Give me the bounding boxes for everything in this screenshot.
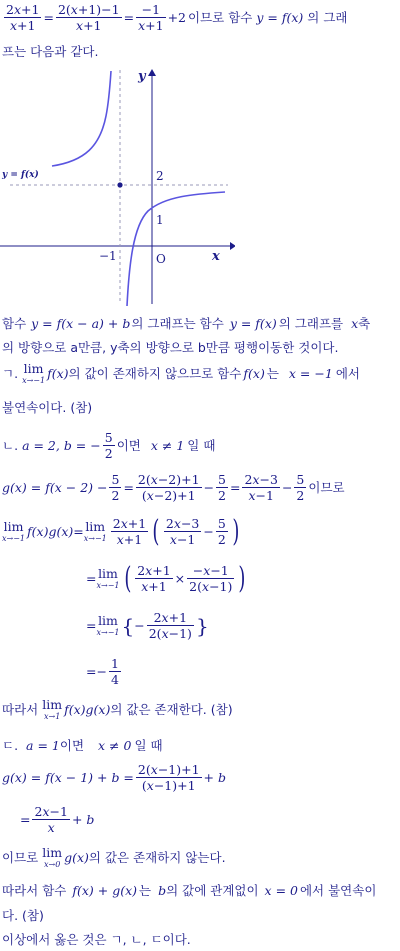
item-2-conclusion: 따라서 lim x→1 f(x)g(x) 의 값은 존재한다. (참) — [2, 697, 233, 721]
item-2-condition: ㄴ. a = 2, b = − $\frac{5}{2}$ 이면 x ≠ 1 일 때 — [2, 430, 216, 461]
y-axis-label: y — [138, 69, 146, 84]
item-3-conclusion-line2: 다. (참) — [2, 908, 44, 923]
tick-neg1-label: −1 — [99, 249, 117, 263]
tick-1-label: 1 — [156, 213, 164, 227]
translation-line2: 의 방향으로 a만큼, y축의 방향으로 b만큼 평행이동한 것이다. — [2, 340, 339, 355]
item-3-g-simplified: = $\frac{2x-1}{x}$ + b — [20, 804, 95, 835]
item-3-limit-note: 이므로 lim x→0 g(x) 의 값은 존재하지 않는다. — [2, 845, 226, 869]
intro-equation: $\frac{2x+1}{x+1}$ = $\frac{2(x+1)-1}{x+1}$ = $\frac{-1}{x+1}$ +2 이므로 함수 y = f(x) 의 그래 — [6, 2, 348, 33]
frac-b: $\frac{2(x+1)-1}{x+1}$ — [57, 2, 120, 33]
frac-a: $\frac{2x+1}{x+1}$ — [6, 2, 40, 33]
item-2-limit-result: =− $\frac{1}{4}$ — [86, 656, 119, 687]
origin-label: O — [156, 252, 166, 266]
curve-label: y = f(x) — [2, 170, 39, 180]
intro-line2: 프는 다음과 같다. — [2, 44, 99, 59]
item-2-g-definition: g(x) = f(x − 2) − $\frac{5}{2}$ = $\frac{2(x-2)+1}{(x-2)+1}$ − $\frac{5}{2}$ = $\frac{2x-3}{x-1}$ − $\frac{5}{2}$ 이므로 — [2, 472, 345, 503]
item-2-limit-line2: = lim x→−1 ( $\frac{2x+1}{x+1}$ × $\frac{-x-1}{2(x-1)}$ ) — [86, 560, 246, 596]
item-3-conclusion-line1: 따라서 함수 f(x) + g(x) 는 b의 값에 관계없이 x = 0 에서 불연속이 — [2, 883, 377, 898]
item-2-limit-line3: = lim x→−1 { − $\frac{2x+1}{2(x-1)}$ } — [86, 610, 209, 641]
x-axis-label: x — [212, 249, 220, 264]
item-3-condition: ㄷ. a = 1이면 x ≠ 0 일 때 — [2, 738, 163, 753]
item-2-limit-line1: lim x→−1 f(x)g(x) = lim x→−1 $\frac{2x+1}{x+1}$ ( $\frac{2x-3}{x-1}$ − $\frac{5}{2}$ ) — [2, 513, 240, 549]
frac-c: $\frac{-1}{x+1}$ — [138, 2, 164, 33]
final-answer: 이상에서 옳은 것은 ㄱ, ㄴ, ㄷ이다. — [2, 932, 191, 947]
item-1-line2: 불연속이다. (참) — [2, 400, 93, 415]
function-graph — [0, 66, 235, 306]
tick-2-label: 2 — [156, 169, 164, 183]
item-1-line1: ㄱ. lim x→−1 f(x) 의 값이 존재하지 않으므로 함수 f(x) 는 x = −1 에서 — [2, 361, 360, 385]
item-3-g-definition: g(x) = f(x − 1) + b = $\frac{2(x-1)+1}{(x-1)+1}$ + b — [2, 762, 226, 793]
translation-line1: 함수 y = f(x − a) + b의 그래프는 함수 y = f(x) 의 그래프를 x축 — [2, 316, 371, 331]
